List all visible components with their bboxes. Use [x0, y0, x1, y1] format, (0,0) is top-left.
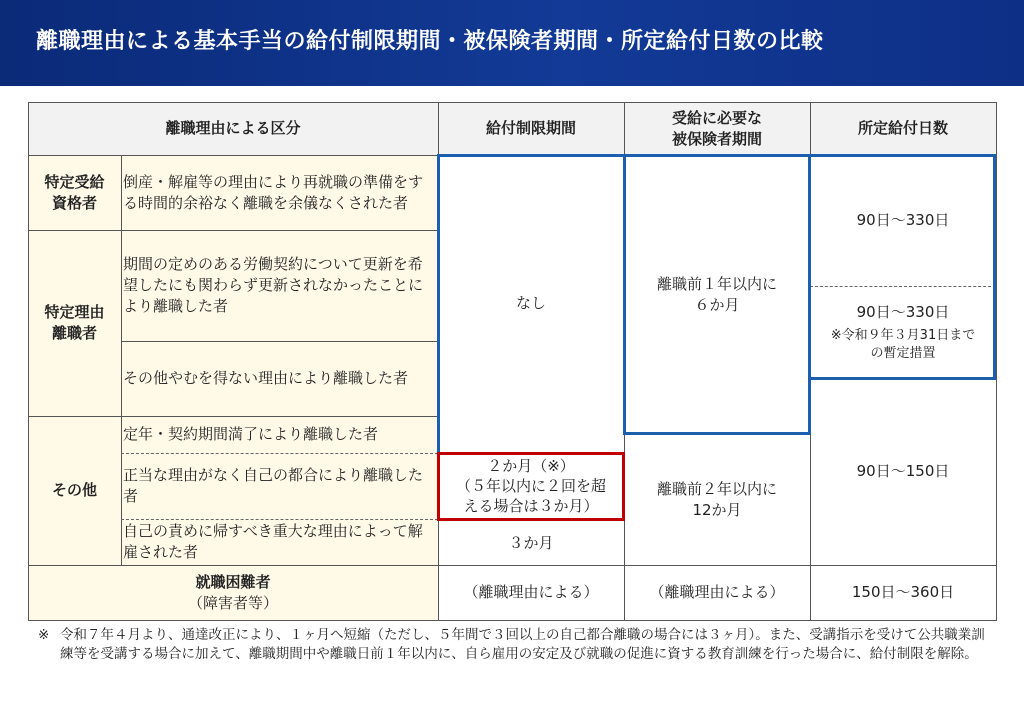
page-title: 離職理由による基本手当の給付制限期間・被保険者期間・所定給付日数の比較	[36, 29, 824, 54]
dashed-separator	[121, 519, 438, 520]
grid-line	[121, 341, 438, 342]
grid-line	[28, 620, 996, 621]
grid-line	[121, 155, 122, 565]
days-konnan: 150日～360日	[851, 583, 955, 601]
footnote-text: 令和７年４月より、通達改正により、１ヶ月へ短縮（ただし、５年間で３回以上の自己都合離職の場合には３ヶ月）。また、受講指示を受けて公共職業訓練等を受講する場合に加えて、離職期間中や離職日前１年以内に、自ら雇用の安定及び就職の促進に資する教育訓練を行った場合に、給付制限を解除。	[60, 627, 985, 662]
category-tokutei-jukyu: 特定受給 資格者	[28, 155, 121, 230]
reason-unavoidable: その他やむを得ない理由により離職した者	[121, 341, 438, 416]
category-sonota: その他	[28, 416, 121, 565]
category-konnan: 就職困難者 （障害者等）	[28, 565, 438, 620]
blue-border	[624, 432, 810, 435]
days-other: 90日～150日	[856, 462, 950, 480]
grid-line	[28, 416, 438, 417]
grid-line	[28, 102, 29, 621]
grid-line	[28, 102, 996, 103]
reason-bankruptcy: 倒産・解雇等の理由により再就職の準備をする時間的余裕なく離職を余儀なくされた者	[121, 155, 438, 230]
footnote-mark: ※	[38, 627, 50, 643]
restriction-dismissal: ３か月	[508, 533, 554, 552]
header-category: 離職理由による区分	[28, 102, 438, 155]
header-benefit-days: 所定給付日数	[810, 102, 996, 155]
insured-konnan: （離職理由による）	[649, 583, 785, 601]
grid-line	[28, 565, 996, 566]
restriction-self-convenience: ２か月（※） （５年以内に２回を超 える場合は３か月）	[455, 457, 606, 515]
title-banner	[0, 0, 1024, 86]
grid-line	[28, 230, 438, 231]
dashed-separator	[121, 453, 438, 454]
header-restriction: 給付制限期間	[438, 102, 624, 155]
category-tokutei-riyu: 特定理由 離職者	[28, 230, 121, 416]
restriction-none: なし	[515, 293, 546, 312]
header-insured-period: 受給に必要な 被保険者期間	[624, 102, 810, 155]
days-tokutei: 90日～330日	[856, 211, 950, 229]
highlight-box	[437, 452, 625, 521]
reason-self-convenience: 正当な理由がなく自己の都合により離職した者	[121, 453, 438, 519]
footnote	[38, 626, 998, 664]
blue-border	[808, 377, 996, 380]
restriction-konnan: （離職理由による）	[463, 583, 599, 601]
reason-retirement: 定年・契約期間満了により離職した者	[121, 416, 438, 453]
reason-serious-fault: 自己の責めに帰すべき重大な理由によって解雇された者	[121, 519, 438, 565]
reason-contract-not-renewed: 期間の定めのある労働契約について更新を希望したにも関わらず更新されなかったことにより離職した者	[121, 230, 438, 341]
blue-border	[437, 154, 440, 453]
blue-border	[993, 154, 996, 380]
dashed-separator	[810, 286, 996, 287]
insured-within-1-year: 離職前１年以内に ６か月	[656, 274, 777, 314]
days-tokutei-riyu: 90日～330日 ※令和９年３月31日まで の暫定措置	[830, 302, 976, 361]
grid-line	[996, 102, 997, 621]
insured-within-2-years: 離職前２年以内に 12か月	[656, 479, 777, 519]
blue-border	[808, 154, 811, 435]
blue-border	[438, 154, 996, 157]
blue-border	[623, 154, 626, 435]
